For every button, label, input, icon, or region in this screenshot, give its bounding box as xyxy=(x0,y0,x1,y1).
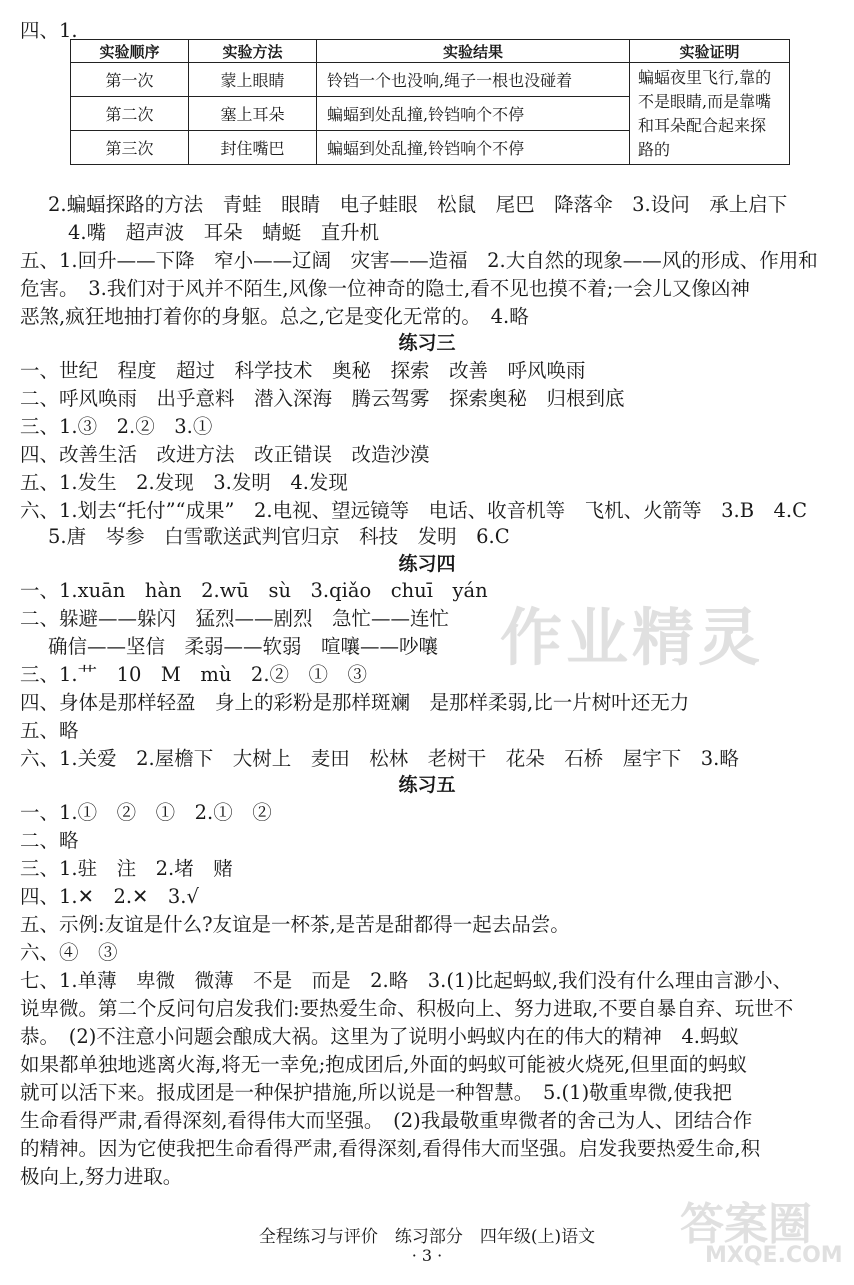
answer-line: 就可以活下来。报成团是一种保护措施,所以说是一种智慧。 5.(1)敬重卑微,使我把 xyxy=(20,1081,732,1104)
answer-line: 恶煞,疯狂地抽打着你的身躯。总之,它是变化无常的。 4.略 xyxy=(20,305,529,328)
answer-line: 五、1.回升——下降 窄小——辽阔 灾害——造福 2.大自然的现象——风的形成、作用和 xyxy=(20,249,818,272)
table-cell: 封住嘴巴 xyxy=(189,131,317,165)
answer-line: 三、1.③ 2.② 3.① xyxy=(20,415,213,438)
table-cell: 塞上耳朵 xyxy=(189,97,317,131)
answer-line: 一、世纪 程度 超过 科学技术 奥秘 探索 改善 呼风唤雨 xyxy=(20,359,586,382)
answer-line: 二、呼风唤雨 出乎意料 潜入深海 腾云驾雾 探索奥秘 归根到底 xyxy=(20,387,625,410)
answer-line: 5.唐 岑参 白雪歌送武判官归京 科技 发明 6.C xyxy=(48,525,510,548)
answer-line: 三、1.艹 10 M mù 2.② ① ③ xyxy=(20,663,368,686)
answer-line: 七、1.单薄 卑微 微薄 不是 而是 2.略 3.(1)比起蚂蚁,我们没有什么理由言渺小、 xyxy=(20,969,793,992)
section-title: 练习三 xyxy=(398,332,456,354)
answer-line: 六、1.划去“托付”“成果” 2.电视、望远镜等 电话、收音机等 飞机、火箭等 3.B 4.C xyxy=(20,499,808,522)
answer-line: 极向上,努力进取。 xyxy=(20,1165,183,1188)
answer-line: 说卑微。第二个反问句启发我们:要热爱生命、积极向上、努力进取,不要自暴自弃、玩世不 xyxy=(20,997,794,1020)
table-cell: 第三次 xyxy=(71,131,189,165)
table-header: 实验证明 xyxy=(630,40,790,63)
table-marker: 四、1. xyxy=(20,19,78,42)
watermark-text: 答案圈 xyxy=(680,1199,812,1250)
answer-line: 六、④ ③ xyxy=(20,941,118,964)
page-number: · 3 · xyxy=(411,1246,443,1265)
table-cell: 第二次 xyxy=(71,97,189,131)
answer-line: 五、1.发生 2.发现 3.发明 4.发现 xyxy=(20,471,348,494)
answer-line: 二、略 xyxy=(20,829,79,852)
answer-line: 如果都单独地逃离火海,将无一幸免;抱成团后,外面的蚂蚁可能被火烧死,但里面的蚂蚁 xyxy=(20,1053,748,1076)
answer-line: 生命看得严肃,看得深刻,看得伟大而坚强。 (2)我最敬重卑微者的舍己为人、团结合作 xyxy=(20,1109,753,1132)
table-header: 实验顺序 xyxy=(71,40,189,63)
answer-line: 四、1.✕ 2.✕ 3.√ xyxy=(20,885,199,908)
watermark-text: MXQE.COM xyxy=(705,1243,843,1268)
table-cell: 蝙蝠到处乱撞,铃铛响个不停 xyxy=(317,97,630,131)
table-cell: 第一次 xyxy=(71,63,189,97)
table-header-row xyxy=(71,40,790,63)
table-cell: 蝙蝠到处乱撞,铃铛响个不停 xyxy=(317,131,630,165)
answer-line: 六、1.关爱 2.屋檐下 大树上 麦田 松林 老树干 花朵 石桥 屋宇下 3.略 xyxy=(20,747,739,770)
table-cell: 蒙上眼睛 xyxy=(189,63,317,97)
section-title: 练习五 xyxy=(398,774,456,796)
answer-line: 四、改善生活 改进方法 改正错误 改造沙漠 xyxy=(20,443,430,466)
answer-line: 三、1.驻 注 2.堵 赌 xyxy=(20,857,233,880)
answer-line: 4.嘴 超声波 耳朵 蜻蜓 直升机 xyxy=(68,221,380,244)
answer-line: 一、1.① ② ① 2.① ② xyxy=(20,801,272,824)
table-header: 实验结果 xyxy=(317,40,630,63)
answer-line: 危害。 3.我们对于风并不陌生,风像一位神奇的隐士,看不见也摸不着;一会儿又像凶神 xyxy=(20,277,750,300)
answer-line: 一、1.xuān hàn 2.wū sù 3.qiǎo chuī yán xyxy=(20,579,488,602)
answer-line: 四、身体是那样轻盈 身上的彩粉是那样斑斓 是那样柔弱,比一片树叶还无力 xyxy=(20,691,690,714)
table-cell-proof: 蝙蝠夜里飞行,靠的不是眼睛,而是靠嘴和耳朵配合起来探路的 xyxy=(630,63,790,165)
watermark-text: 作业精灵 xyxy=(500,601,765,674)
answer-line: 二、躲避——躲闪 猛烈——剧烈 急忙——连忙 xyxy=(20,607,450,630)
answer-line: 2.蝙蝠探路的方法 青蛙 眼睛 电子蛙眼 松鼠 尾巴 降落伞 3.设问 承上启下 xyxy=(48,193,788,216)
table-header: 实验方法 xyxy=(189,40,317,63)
answer-line: 确信——坚信 柔弱——软弱 喧嚷——吵嚷 xyxy=(48,635,439,658)
answer-line: 五、略 xyxy=(20,719,79,742)
footer-text: 全程练习与评价 练习部分 四年级(上)语文 xyxy=(258,1227,596,1247)
table-row xyxy=(71,63,790,97)
answer-line: 五、示例:友谊是什么?友谊是一杯茶,是苦是甜都得一起去品尝。 xyxy=(20,913,570,936)
experiment-table xyxy=(70,39,790,165)
answer-line: 恭。 (2)不注意小问题会酿成大祸。这里为了说明小蚂蚁内在的伟大的精神 4.蚂蚁 xyxy=(20,1025,739,1048)
section-title: 练习四 xyxy=(398,553,456,575)
table-cell: 铃铛一个也没响,绳子一根也没碰着 xyxy=(317,63,630,97)
answer-line: 的精神。因为它使我把生命看得严肃,看得深刻,看得伟大而坚强。启发我要热爱生命,积 xyxy=(20,1137,761,1160)
